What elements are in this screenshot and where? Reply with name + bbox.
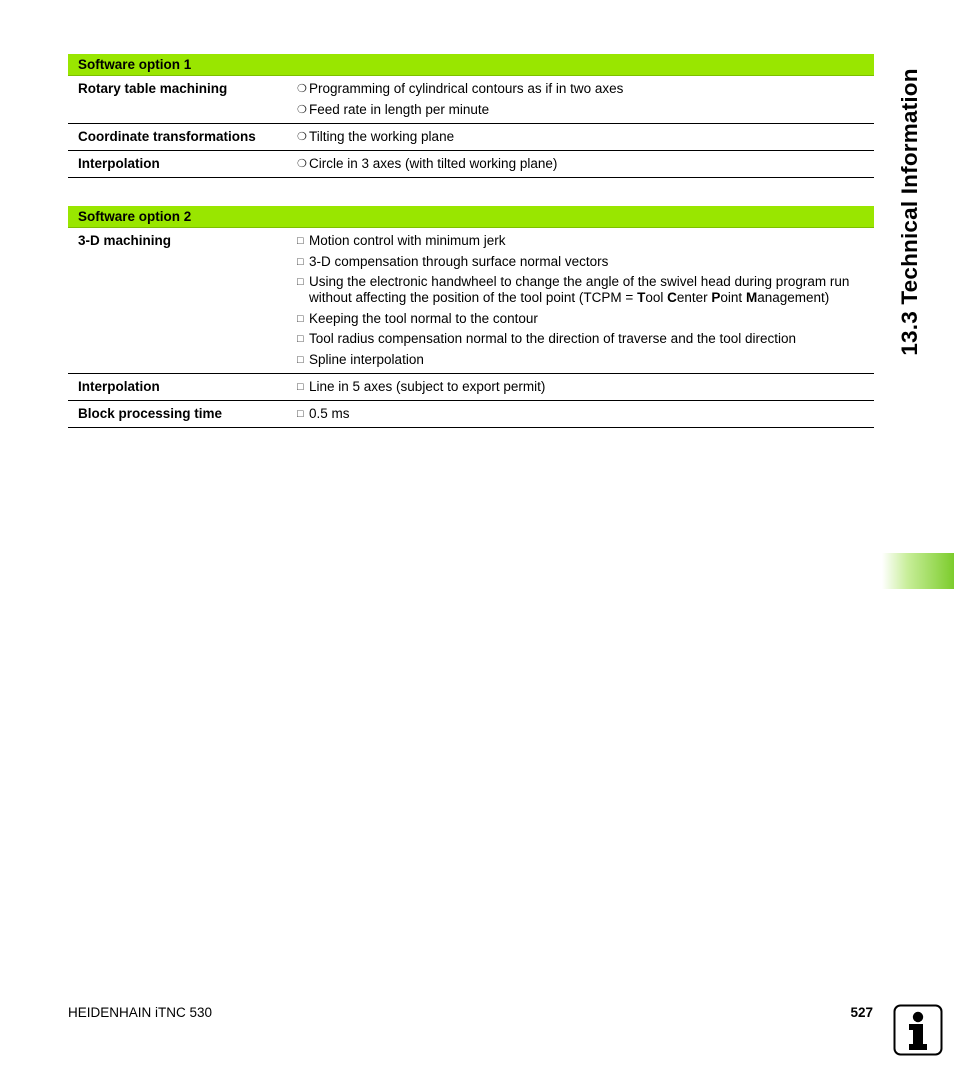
square-bullet-icon — [297, 352, 309, 368]
row-label: Interpolation — [78, 155, 160, 171]
list-item: ❍ Circle in 3 axes (with tilted working plane) — [297, 156, 874, 172]
table-row — [68, 374, 874, 401]
section-header: Software option 1 — [68, 54, 874, 76]
section-header: Software option 2 — [68, 206, 874, 228]
circle-bullet-icon — [297, 81, 309, 97]
footer-product-name: HEIDENHAIN iTNC 530 — [68, 1005, 213, 1020]
table-row — [68, 228, 874, 374]
table-row — [68, 76, 874, 124]
circle-bullet-icon — [297, 102, 309, 118]
list-item: □ Line in 5 axes (subject to export permit) — [297, 379, 874, 395]
list-item: ❍ Feed rate in length per minute — [297, 102, 874, 118]
square-bullet-icon — [297, 311, 309, 327]
row-label: Rotary table machining — [78, 81, 228, 96]
software-option-1-section — [68, 54, 874, 178]
square-bullet-icon — [297, 379, 309, 395]
list-item: □ 0.5 ms — [297, 406, 874, 422]
chapter-side-title — [895, 52, 925, 372]
square-bullet-icon — [297, 233, 309, 249]
chapter-title-text: 13.3 Technical Information — [897, 68, 922, 356]
table-row — [68, 151, 874, 178]
list-item: ❍ Programming of cylindrical contours as if in two axes — [297, 81, 874, 97]
page-number: 527 — [850, 1005, 873, 1020]
square-bullet-icon — [297, 274, 309, 306]
list-item: □ Spline interpolation — [297, 352, 874, 368]
circle-bullet-icon — [297, 129, 309, 145]
list-item: □ 3-D compensation through surface normal vectors — [297, 254, 874, 270]
square-bullet-icon — [297, 254, 309, 270]
chapter-tab-marker — [882, 553, 954, 589]
tcpm-item-text: Using the electronic handwheel to change the angle of the swivel head during program run without affecting the position of the tool point (TCPM = Tool Center Point Management) — [309, 274, 850, 305]
square-bullet-icon — [297, 331, 309, 347]
row-label: 3-D machining — [78, 233, 172, 248]
row-label: Coordinate transformations — [78, 128, 256, 144]
table-row — [68, 401, 874, 428]
row-label: Block processing time — [78, 405, 223, 421]
list-item: □ Motion control with minimum jerk — [297, 233, 874, 249]
table-row — [68, 124, 874, 151]
list-item: □ Keeping the tool normal to the contour — [297, 311, 874, 327]
info-icon — [893, 1004, 943, 1056]
row-label: Interpolation — [78, 378, 160, 394]
list-item: ❍ Tilting the working plane — [297, 129, 874, 145]
software-option-2-section — [68, 206, 874, 428]
circle-bullet-icon — [297, 156, 309, 172]
list-item — [297, 274, 874, 306]
list-item: □ Tool radius compensation normal to the direction of traverse and the tool direction — [297, 331, 874, 347]
square-bullet-icon — [297, 406, 309, 422]
